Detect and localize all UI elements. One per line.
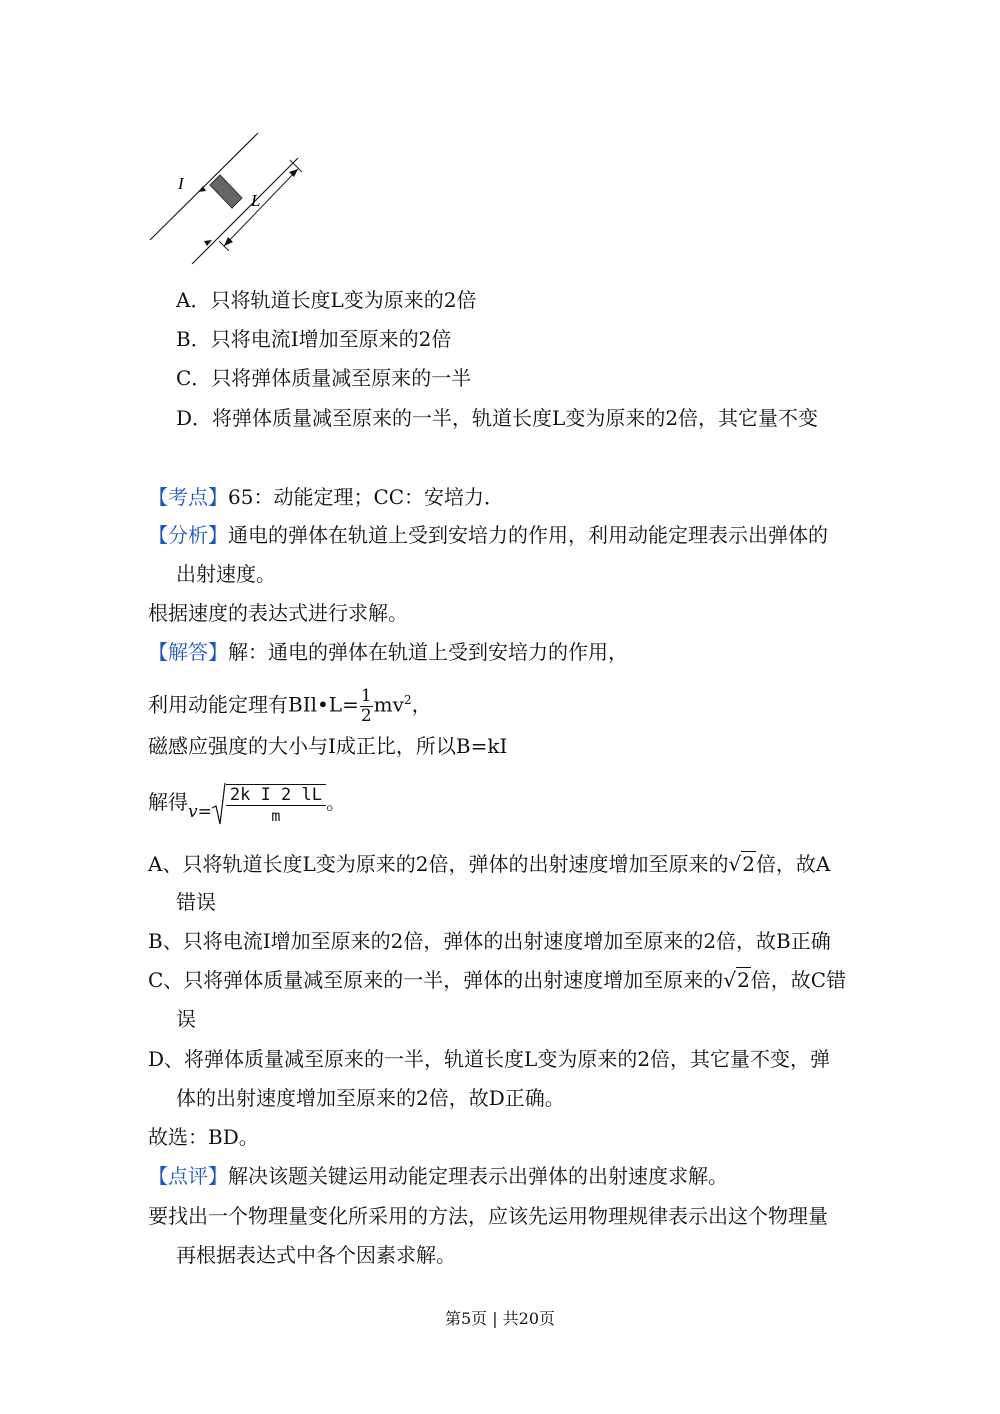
option-c: C．只将弹体质量减至原来的一半	[176, 366, 472, 390]
upper-rail	[150, 133, 261, 240]
sqrt-2: √2	[728, 852, 755, 876]
page-footer: 第5页 | 共20页	[444, 1309, 556, 1328]
option-a: A．只将轨道长度L变为原来的2倍	[176, 288, 477, 312]
dianping-line2-cont: 再根据表达式中各个因素求解。	[176, 1243, 456, 1267]
equation-energy: 利用动能定理有BIl•L= $\frac{1}{2}$ $mv^2$，	[148, 685, 432, 726]
analysis-d-cont: 体的出射速度增加至原来的2倍，故D正确。	[176, 1086, 565, 1110]
sqrt-2: √2	[723, 968, 750, 992]
dianping-text: 解决该题关键运用动能定理表示出弹体的出射速度求解。	[228, 1164, 728, 1188]
projectile-block	[210, 175, 242, 208]
fenxi-text: 通电的弹体在轨道上受到安培力的作用，利用动能定理表示出弹体的	[228, 523, 828, 547]
length-label: L	[251, 191, 261, 210]
analysis-c-cont: 误	[176, 1007, 196, 1031]
dianping-tag: 【点评】	[148, 1164, 228, 1188]
analysis-d: D、将弹体质量减至原来的一半，轨道长度L变为原来的2倍，其它量不变，弹	[148, 1047, 831, 1071]
answer: 故选：BD。	[148, 1125, 259, 1149]
velocity-radicand: $\frac{\text{2k I 2 lL}}{m}$	[226, 784, 326, 824]
analysis-c: C、只将弹体质量减至原来的一半，弹体的出射速度增加至原来的√2倍，故C错	[148, 968, 847, 992]
current-arrow-up	[198, 186, 206, 192]
fenxi-line2: 根据速度的表达式进行求解。	[148, 601, 408, 625]
jieda-line	[148, 638, 628, 666]
lower-rail	[192, 158, 298, 264]
analysis-a-cont: 错误	[176, 890, 216, 914]
length-marker-line	[224, 169, 298, 246]
dianping-line2: 要找出一个物理量变化所采用的方法，应该先运用物理规律表示出这个物理量	[148, 1204, 828, 1228]
analysis-a: A、只将轨道长度L变为原来的2倍，弹体的出射速度增加至原来的√2倍，故A	[148, 852, 831, 876]
option-d: D．将弹体质量减至原来的一半，轨道长度L变为原来的2倍，其它量不变	[176, 406, 819, 430]
jieda-text: 解：通电的弹体在轨道上受到安培力的作用，	[228, 640, 628, 664]
current-label: I	[178, 174, 184, 193]
fenxi-line	[148, 521, 828, 549]
fraction-half: $\frac{1}{2}$	[360, 685, 372, 726]
analysis-b: B、只将电流I增加至原来的2倍，弹体的出射速度增加至原来的2倍，故B正确	[148, 929, 831, 953]
kaodian-line	[148, 483, 504, 511]
dianping-line	[148, 1162, 728, 1190]
equation-b-field: 磁感应强度的大小与I成正比，所以B=kI	[148, 734, 508, 758]
rail-gun-figure	[140, 128, 310, 270]
radical-sign	[212, 782, 226, 826]
kaodian-tag: 【考点】	[148, 485, 228, 509]
length-arrow-top	[289, 169, 298, 177]
option-b: B．只将电流I增加至原来的2倍	[176, 327, 452, 351]
equation-velocity: 解得$_{v=}$ $\frac{\text{2k I 2 lL}}{m}$ 。	[148, 776, 346, 838]
fenxi-text-cont: 出射速度。	[176, 562, 276, 586]
jieda-tag: 【解答】	[148, 640, 228, 664]
fenxi-tag: 【分析】	[148, 523, 228, 547]
kaodian-text: 65：动能定理；CC：安培力．	[228, 485, 505, 509]
